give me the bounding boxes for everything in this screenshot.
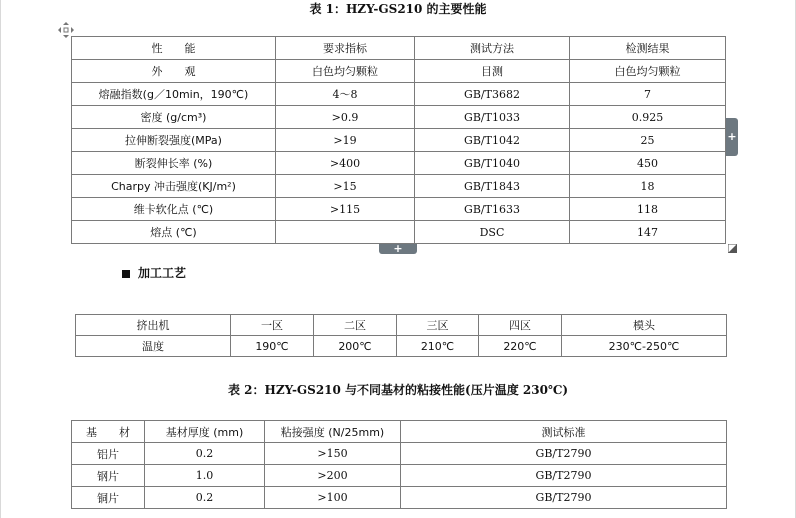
header-cell: 测试方法 [415,37,570,60]
header-cell: 粘接强度 (N/25mm) [265,421,401,443]
table-header-row [72,37,726,60]
table-cell: GB/T1843 [415,175,570,198]
table-cell: 0.2 [145,443,265,465]
table-cell: 7 [570,83,726,106]
table-cell: GB/T1042 [415,129,570,152]
table-row [72,152,726,175]
table-cell: 白色均匀颗粒 [570,60,726,83]
table-cell: 1.0 [145,465,265,487]
table-row [72,487,727,509]
table-cell: 外 观 [72,60,276,83]
table-cell: GB/T1633 [415,198,570,221]
table-cell: 断裂伸长率 (%) [72,152,276,175]
add-column-button[interactable]: + [726,118,738,156]
table-cell: 200℃ [314,336,397,357]
header-cell: 一区 [231,315,314,336]
table-cell [276,221,415,244]
header-cell: 基 材 [72,421,145,443]
table-cell: GB/T1040 [415,152,570,175]
section-heading-text: 加工工艺 [138,266,187,280]
table-cell: 4～8 [276,83,415,106]
table-cell: DSC [415,221,570,244]
table-cell: 熔点 (℃) [72,221,276,244]
table-cell: 温度 [76,336,231,357]
table-cell: 铜片 [72,487,145,509]
header-cell: 二区 [314,315,397,336]
header-cell: 测试标准 [401,421,727,443]
table-row [72,175,726,198]
table-cell: 190℃ [231,336,314,357]
table-cell: 密度 (g/cm³) [72,106,276,129]
table-row [72,60,726,83]
table-cell: 白色均匀颗粒 [276,60,415,83]
table-cell: 450 [570,152,726,175]
table-cell: 维卡软化点 (℃) [72,198,276,221]
table-cell: >400 [276,152,415,175]
table-cell: GB/T2790 [401,443,727,465]
table-resize-handle-icon[interactable] [728,244,737,253]
table-cell: >19 [276,129,415,152]
table-cell: 210℃ [397,336,479,357]
processing-table [75,314,727,357]
header-cell: 要求指标 [276,37,415,60]
section-heading [122,264,186,281]
table-cell: 147 [570,221,726,244]
table-cell: 118 [570,198,726,221]
header-cell: 三区 [397,315,479,336]
header-cell: 性 能 [72,37,276,60]
table-cell: >150 [265,443,401,465]
table-cell: >200 [265,465,401,487]
table-cell: GB/T1033 [415,106,570,129]
table2-caption: 表 2：HZY-GS210 与不同基材的粘接性能(压片温度 230℃) [227,383,569,397]
properties-table [71,36,726,244]
table-cell: 目测 [415,60,570,83]
table-cell: 25 [570,129,726,152]
table-cell: GB/T3682 [415,83,570,106]
table-cell: GB/T2790 [401,465,727,487]
table-row [72,221,726,244]
table-row [72,198,726,221]
table-row [76,336,727,357]
table-cell: 拉伸断裂强度(MPa) [72,129,276,152]
table-cell: >115 [276,198,415,221]
table-row [72,465,727,487]
table-cell: >15 [276,175,415,198]
page-edge-left [0,0,1,518]
table1-caption: 表 1：HZY-GS210 的主要性能 [309,2,487,16]
add-row-button[interactable]: + [379,244,417,254]
table-cell: Charpy 冲击强度(KJ/m²) [72,175,276,198]
table-cell: 18 [570,175,726,198]
table-cell: 钢片 [72,465,145,487]
table-header-row [72,421,727,443]
table-row [72,83,726,106]
table-header-row [76,315,727,336]
table-row [72,129,726,152]
table-row [72,106,726,129]
table-cell: >0.9 [276,106,415,129]
header-cell: 四区 [479,315,562,336]
table-cell: 熔融指数(g／10min，190℃) [72,83,276,106]
header-cell: 基材厚度 (mm) [145,421,265,443]
bullet-square-icon [122,270,130,278]
table-cell: 220℃ [479,336,562,357]
table-cell: 铝片 [72,443,145,465]
header-cell: 挤出机 [76,315,231,336]
table-cell: >100 [265,487,401,509]
table-cell: 230℃-250℃ [562,336,727,357]
table-cell: 0.2 [145,487,265,509]
table-cell: 0.925 [570,106,726,129]
table-cell: GB/T2790 [401,487,727,509]
header-cell: 检测结果 [570,37,726,60]
table-row [72,443,727,465]
header-cell: 模头 [562,315,727,336]
adhesion-table [71,420,727,509]
